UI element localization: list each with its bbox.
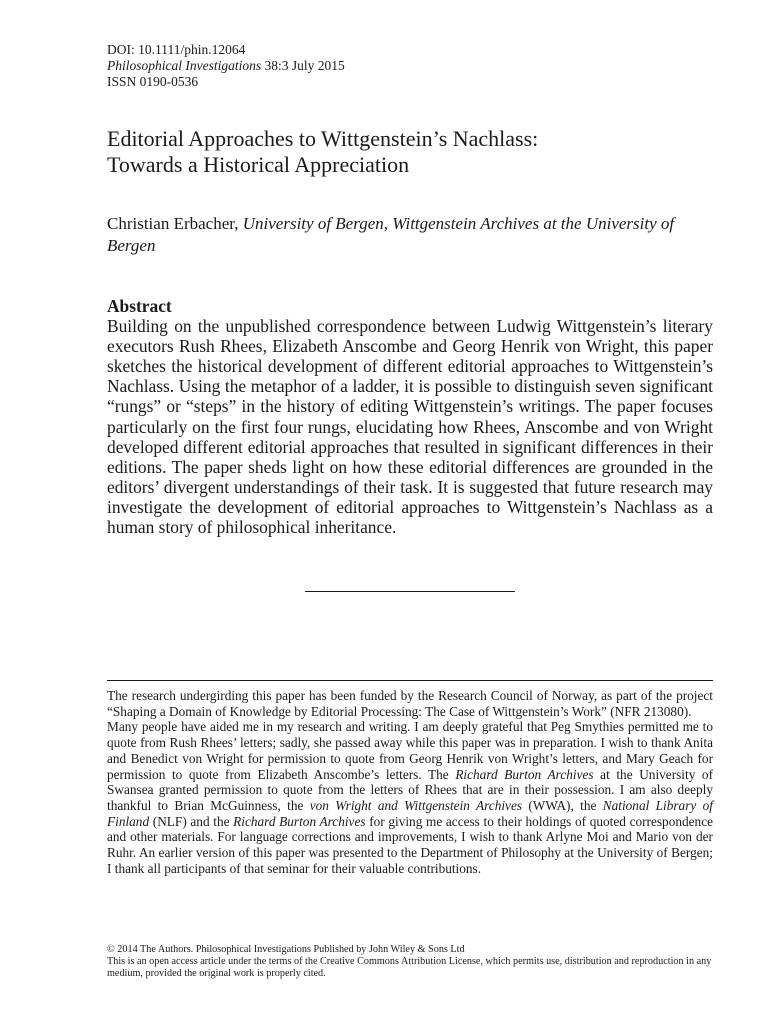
journal-name: Philosophical Investigations [107,58,262,73]
journal-issue: 38:3 July 2015 [261,58,345,73]
license-notice [107,944,713,981]
funding-note: The research undergirding this paper has been funded by the Research Council of Norway, as part of the project “Shaping a Domain of Knowledge by Editorial Processing: The Case of Wittgenstein’s Work” (NFR 213080). [107,688,713,719]
footnote-rule [107,680,713,681]
issn: ISSN 0190-0536 [107,74,199,89]
license-terms: This is an open access article under the terms of the Creative Commons Attribution License, which permits use, distribution and reproduction in any medium, provided the original work is properly cited. [107,956,712,980]
ack-institution: Richard Burton Archives [455,766,594,782]
ack-institution: Richard Burton Archives [233,813,366,829]
ack-text: Many people have aided me in my research and writing. I am deeply grateful that Peg Smythies permitted me to quote from Rush Rhees’ letters; sadly, she passed away while this paper was in preparation. I wish to thank Anita and Benedict von Wright for permission to quote from Georg Henrik von Wright’s letters, and Mary Geach for permission to quote from Elizabeth Anscombe’s letters. The [107,719,713,782]
first-page-footnotes [107,688,713,876]
ack-text: (NLF) and the [149,813,234,829]
author-name: Christian Erbacher, [107,214,243,233]
article-title [107,126,713,178]
title-line-2: Towards a Historical Appreciation [107,152,410,177]
ack-text: for giving me access to their holdings of quoted correspondence and other materials. For language corrections and improvements, I wish to thank Arlyne Moi and Mario von der Ruhr. An earlier version of this paper was presented to the Department of Philosophy at the University of Bergen; I thank all participants of that seminar for their valuable contributions. [107,813,713,876]
copyright-line: © 2014 The Authors. Philosophical Investigations Published by John Wiley & Sons Ltd [107,944,465,955]
article-metadata [107,42,713,90]
journal-line [107,58,713,74]
ack-text: (WWA), the [522,797,603,813]
author-affiliation: University of Bergen, Wittgenstein Archives at the University of Bergen [107,214,675,255]
doi[interactable]: DOI: 10.1111/phin.12064 [107,42,246,57]
author-line [107,213,713,257]
title-line-1: Editorial Approaches to Wittgenstein’s Nachlass: [107,126,539,151]
ack-institution: von Wright and Wittgenstein Archives [309,797,523,813]
abstract-section [107,296,713,537]
abstract-end-separator [305,591,515,592]
ack-institution: National Library of Finland [107,797,713,829]
abstract-text: Building on the unpublished correspondence between Ludwig Wittgenstein’s literary executors Rush Rhees, Elizabeth Anscombe and Georg Henrik von Wright, this paper sketches the historical development of different editorial approaches to Wittgenstein’s Nachlass. Using the metaphor of a ladder, it is possible to distinguish seven significant “rungs” or “steps” in the history of editing Wittgenstein’s writings. The paper focuses particularly on the first four rungs, elucidating how Rhees, Anscombe and von Wright developed different editorial approaches that resulted in significant differences in their editions. The paper sheds light on how these editorial differences are grounded in the editors’ divergent understandings of their task. It is suggested that future research may investigate the development of editorial approaches to Wittgenstein’s Nachlass as a human story of philosophical inheritance. [107,316,713,538]
abstract-heading: Abstract [107,296,172,316]
acknowledgements-note [107,719,713,876]
ack-text: at the University of Swansea granted permission to quote from the letters of Rhees that are in their possession. I am also deeply thankful to Brian McGuinness, the [107,766,714,813]
